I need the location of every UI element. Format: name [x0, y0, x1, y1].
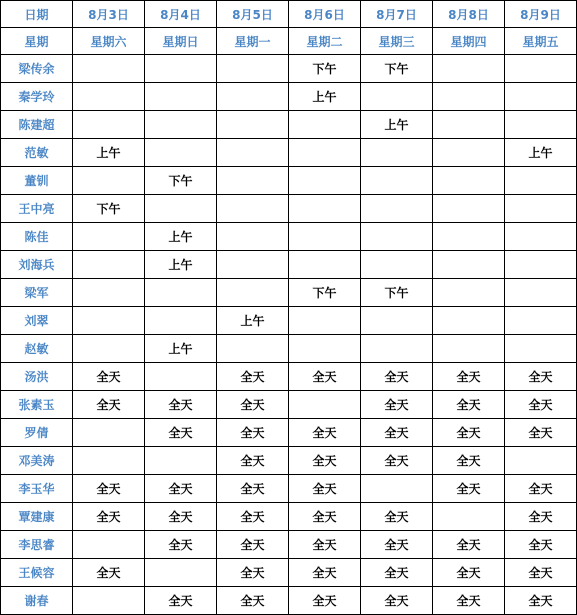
shift-cell: 全天 [73, 503, 145, 531]
shift-cell [289, 167, 361, 195]
date-header-cell: 8月7日 [361, 1, 433, 28]
shift-cell: 下午 [73, 195, 145, 223]
staff-name: 王中亮 [1, 195, 73, 223]
table-row [1, 83, 577, 111]
table-row [1, 391, 577, 419]
shift-cell [505, 195, 577, 223]
date-header-cell: 8月3日 [73, 1, 145, 28]
shift-cell: 全天 [505, 419, 577, 447]
shift-cell: 全天 [505, 503, 577, 531]
table-row [1, 363, 577, 391]
shift-cell [145, 447, 217, 475]
staff-name: 梁军 [1, 279, 73, 307]
shift-cell [505, 251, 577, 279]
shift-cell [217, 279, 289, 307]
staff-name: 梁传余 [1, 55, 73, 83]
shift-cell: 上午 [289, 83, 361, 111]
shift-cell [289, 391, 361, 419]
shift-cell [73, 587, 145, 615]
shift-cell: 全天 [145, 419, 217, 447]
shift-cell: 全天 [361, 447, 433, 475]
shift-cell: 全天 [73, 559, 145, 587]
shift-cell [361, 195, 433, 223]
weekday-header-cell: 星期一 [217, 28, 289, 55]
shift-cell [73, 111, 145, 139]
table-row [1, 335, 577, 363]
staff-name: 范敏 [1, 139, 73, 167]
shift-cell [433, 167, 505, 195]
shift-cell [145, 83, 217, 111]
shift-cell: 全天 [361, 419, 433, 447]
weekday-header-label: 星期 [1, 28, 73, 55]
shift-cell: 全天 [289, 419, 361, 447]
table-row [1, 111, 577, 139]
weekday-header-row [1, 28, 577, 55]
shift-cell: 全天 [217, 419, 289, 447]
shift-cell: 下午 [289, 279, 361, 307]
table-row [1, 447, 577, 475]
shift-cell [217, 83, 289, 111]
shift-cell [289, 111, 361, 139]
shift-cell: 全天 [433, 531, 505, 559]
shift-cell [217, 251, 289, 279]
shift-cell [145, 111, 217, 139]
shift-cell: 全天 [217, 559, 289, 587]
shift-cell [361, 475, 433, 503]
shift-cell: 下午 [145, 167, 217, 195]
table-row [1, 55, 577, 83]
shift-cell: 全天 [145, 503, 217, 531]
shift-cell [433, 223, 505, 251]
shift-cell [217, 55, 289, 83]
shift-cell: 全天 [217, 587, 289, 615]
shift-cell: 全天 [505, 559, 577, 587]
shift-cell [289, 335, 361, 363]
shift-cell [361, 307, 433, 335]
shift-cell [145, 307, 217, 335]
shift-cell [505, 307, 577, 335]
shift-cell: 上午 [145, 223, 217, 251]
shift-cell: 全天 [145, 531, 217, 559]
shift-cell: 全天 [73, 363, 145, 391]
shift-cell: 全天 [289, 559, 361, 587]
staff-name: 陈佳 [1, 223, 73, 251]
shift-cell: 全天 [505, 531, 577, 559]
shift-cell [361, 167, 433, 195]
table-row [1, 279, 577, 307]
shift-cell: 下午 [289, 55, 361, 83]
shift-cell: 上午 [505, 139, 577, 167]
table-row [1, 139, 577, 167]
shift-cell [433, 335, 505, 363]
table-row [1, 195, 577, 223]
shift-cell: 全天 [73, 475, 145, 503]
staff-name: 秦学玲 [1, 83, 73, 111]
shift-cell [289, 307, 361, 335]
shift-cell [433, 251, 505, 279]
shift-cell [505, 279, 577, 307]
shift-cell [217, 139, 289, 167]
shift-cell [505, 83, 577, 111]
shift-cell [73, 279, 145, 307]
shift-cell: 全天 [217, 447, 289, 475]
shift-cell [361, 223, 433, 251]
shift-cell [145, 139, 217, 167]
shift-cell: 全天 [505, 587, 577, 615]
shift-cell [73, 251, 145, 279]
shift-cell [433, 139, 505, 167]
shift-cell [433, 307, 505, 335]
shift-cell [145, 55, 217, 83]
shift-cell: 上午 [217, 307, 289, 335]
date-header-cell: 8月4日 [145, 1, 217, 28]
shift-cell [289, 251, 361, 279]
staff-name: 陈建超 [1, 111, 73, 139]
table-row [1, 559, 577, 587]
shift-cell [505, 111, 577, 139]
shift-cell: 全天 [433, 391, 505, 419]
shift-cell [145, 279, 217, 307]
shift-cell: 下午 [361, 55, 433, 83]
shift-cell [145, 195, 217, 223]
date-header-cell: 8月6日 [289, 1, 361, 28]
shift-cell [73, 167, 145, 195]
shift-cell: 全天 [217, 475, 289, 503]
shift-cell: 全天 [145, 587, 217, 615]
shift-cell [361, 83, 433, 111]
shift-cell: 全天 [361, 531, 433, 559]
staff-name: 李思睿 [1, 531, 73, 559]
shift-cell: 全天 [145, 475, 217, 503]
shift-cell: 上午 [361, 111, 433, 139]
weekday-header-cell: 星期四 [433, 28, 505, 55]
shift-cell [361, 335, 433, 363]
shift-cell: 全天 [433, 363, 505, 391]
date-header-cell: 8月8日 [433, 1, 505, 28]
shift-cell [505, 335, 577, 363]
table-row [1, 587, 577, 615]
shift-cell [73, 419, 145, 447]
shift-cell: 上午 [73, 139, 145, 167]
weekday-header-cell: 星期二 [289, 28, 361, 55]
date-header-cell: 8月5日 [217, 1, 289, 28]
shift-cell: 全天 [289, 363, 361, 391]
shift-cell: 全天 [361, 363, 433, 391]
shift-cell: 上午 [145, 251, 217, 279]
shift-cell: 全天 [289, 531, 361, 559]
shift-cell: 全天 [145, 391, 217, 419]
shift-cell [217, 111, 289, 139]
shift-cell: 全天 [433, 419, 505, 447]
weekday-header-cell: 星期三 [361, 28, 433, 55]
date-header-row [1, 1, 577, 28]
shift-cell [433, 83, 505, 111]
staff-name: 罗倩 [1, 419, 73, 447]
staff-name: 谢春 [1, 587, 73, 615]
staff-name: 刘翠 [1, 307, 73, 335]
table-row [1, 307, 577, 335]
shift-cell: 全天 [433, 447, 505, 475]
date-header-cell: 8月9日 [505, 1, 577, 28]
shift-cell [73, 83, 145, 111]
shift-cell [433, 279, 505, 307]
shift-cell [289, 223, 361, 251]
shift-cell: 全天 [433, 587, 505, 615]
shift-cell [505, 55, 577, 83]
shift-cell: 全天 [361, 391, 433, 419]
shift-cell [289, 139, 361, 167]
shift-cell: 全天 [505, 363, 577, 391]
staff-name: 王候容 [1, 559, 73, 587]
table-row [1, 251, 577, 279]
table-row [1, 503, 577, 531]
shift-cell: 全天 [289, 587, 361, 615]
table-row [1, 167, 577, 195]
shift-cell [289, 195, 361, 223]
date-header-label: 日期 [1, 1, 73, 28]
shift-cell [73, 307, 145, 335]
weekday-header-cell: 星期日 [145, 28, 217, 55]
shift-cell [217, 167, 289, 195]
shift-cell [433, 111, 505, 139]
weekday-header-cell: 星期六 [73, 28, 145, 55]
staff-name: 覃建康 [1, 503, 73, 531]
table-row [1, 531, 577, 559]
shift-cell: 全天 [73, 391, 145, 419]
weekday-header-cell: 星期五 [505, 28, 577, 55]
shift-cell: 全天 [289, 503, 361, 531]
shift-cell: 全天 [505, 391, 577, 419]
shift-cell [361, 139, 433, 167]
shift-cell: 全天 [433, 559, 505, 587]
staff-name: 邓美涛 [1, 447, 73, 475]
shift-cell [73, 55, 145, 83]
shift-cell [145, 363, 217, 391]
shift-cell: 全天 [217, 391, 289, 419]
shift-cell [217, 195, 289, 223]
shift-cell [433, 503, 505, 531]
shift-cell: 全天 [217, 503, 289, 531]
shift-cell: 全天 [433, 475, 505, 503]
shift-cell [433, 55, 505, 83]
staff-name: 刘海兵 [1, 251, 73, 279]
shift-cell: 全天 [361, 587, 433, 615]
table-row [1, 223, 577, 251]
shift-cell [217, 223, 289, 251]
shift-cell [73, 335, 145, 363]
shift-cell: 全天 [289, 447, 361, 475]
shift-cell [73, 223, 145, 251]
staff-name: 赵敏 [1, 335, 73, 363]
shift-cell: 全天 [217, 531, 289, 559]
shift-cell [217, 335, 289, 363]
staff-name: 张素玉 [1, 391, 73, 419]
staff-name: 李玉华 [1, 475, 73, 503]
staff-name: 董钏 [1, 167, 73, 195]
shift-cell [361, 251, 433, 279]
shift-cell [505, 167, 577, 195]
table-row [1, 419, 577, 447]
shift-cell: 全天 [217, 363, 289, 391]
shift-cell [433, 195, 505, 223]
shift-cell: 上午 [145, 335, 217, 363]
shift-cell [505, 223, 577, 251]
shift-cell: 全天 [505, 475, 577, 503]
shift-cell: 全天 [361, 559, 433, 587]
shift-cell: 下午 [361, 279, 433, 307]
shift-cell: 全天 [289, 475, 361, 503]
staff-name: 汤洪 [1, 363, 73, 391]
shift-cell: 全天 [361, 503, 433, 531]
shift-cell [505, 447, 577, 475]
shift-cell [145, 559, 217, 587]
shift-cell [73, 447, 145, 475]
table-row [1, 475, 577, 503]
shift-cell [73, 531, 145, 559]
